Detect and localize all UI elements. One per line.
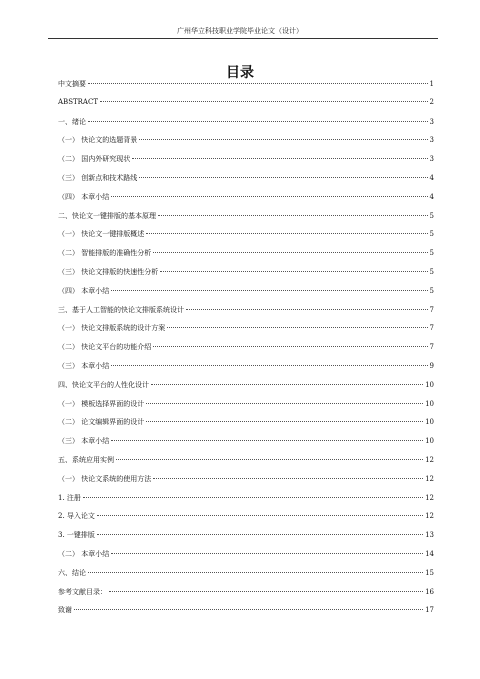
toc-page-number: 3: [429, 117, 434, 126]
toc-entry[interactable]: [58, 79, 434, 98]
toc-leader-dots: [88, 572, 423, 573]
toc-leader-dots: [158, 215, 428, 216]
toc-list: [58, 79, 434, 624]
toc-entry[interactable]: [58, 248, 434, 267]
toc-page-number: 17: [425, 606, 434, 615]
toc-leader-dots: [146, 233, 427, 234]
toc-entry[interactable]: [58, 211, 434, 230]
toc-page-number: 5: [429, 267, 434, 276]
toc-entry[interactable]: [58, 587, 434, 606]
toc-page-number: 7: [429, 324, 434, 333]
toc-entry[interactable]: [58, 399, 434, 418]
toc-entry-label: （二） 快论文平台的功能介绍: [58, 343, 152, 352]
toc-entry-label: 一、绪论: [58, 117, 86, 126]
toc-entry-label: （二） 智能排版的准确性分析: [58, 249, 152, 258]
toc-page-number: 12: [425, 512, 434, 521]
toc-entry[interactable]: [58, 493, 434, 512]
toc-leader-dots: [88, 83, 428, 84]
toc-page-number: 15: [425, 568, 434, 577]
toc-leader-dots: [97, 515, 423, 516]
toc-entry-label: （二） 本章小结: [58, 549, 110, 558]
toc-leader-dots: [83, 497, 423, 498]
toc-entry-label: 二、快论文一键排版的基本原理: [58, 211, 156, 220]
toc-leader-dots: [100, 101, 428, 102]
toc-entry-label: （一） 快论文排版系统的设计方案: [58, 324, 166, 333]
toc-entry-label: 参考文献目录：: [58, 587, 107, 596]
page-header: 广州华立科技职业学院毕业论文（设计）: [177, 27, 303, 35]
toc-entry-label: （二） 国内外研究现状: [58, 155, 131, 164]
toc-page-number: 5: [429, 230, 434, 239]
toc-entry[interactable]: [58, 342, 434, 361]
toc-leader-dots: [111, 440, 423, 441]
toc-entry[interactable]: [58, 455, 434, 474]
toc-leader-dots: [186, 309, 428, 310]
toc-entry[interactable]: [58, 117, 434, 136]
toc-leader-dots: [139, 139, 427, 140]
toc-page-number: 5: [429, 211, 434, 220]
toc-leader-dots: [146, 421, 423, 422]
toc-leader-dots: [153, 252, 427, 253]
toc-leader-dots: [146, 403, 423, 404]
toc-entry[interactable]: [58, 323, 434, 342]
toc-entry-label: （三） 本章小结: [58, 437, 110, 446]
toc-entry[interactable]: [58, 286, 434, 305]
toc-entry[interactable]: [58, 568, 434, 587]
toc-leader-dots: [109, 591, 423, 592]
toc-leader-dots: [116, 459, 423, 460]
toc-entry[interactable]: [58, 192, 434, 211]
toc-entry[interactable]: [58, 229, 434, 248]
toc-entry-label: 致谢: [58, 606, 72, 615]
toc-leader-dots: [111, 553, 423, 554]
toc-entry-label: 3. 一键排版: [58, 531, 95, 540]
toc-entry-label: （三） 快论文排版的快速性分析: [58, 267, 159, 276]
toc-page-number: 4: [429, 173, 434, 182]
toc-leader-dots: [151, 384, 423, 385]
toc-entry[interactable]: [58, 436, 434, 455]
toc-leader-dots: [74, 609, 423, 610]
toc-page-number: 12: [425, 455, 434, 464]
toc-page-number: 14: [425, 549, 434, 558]
toc-leader-dots: [153, 346, 427, 347]
toc-leader-dots: [139, 177, 427, 178]
toc-leader-dots: [160, 271, 427, 272]
toc-entry-label: 中文摘要: [58, 80, 86, 88]
toc-entry[interactable]: [58, 417, 434, 436]
toc-entry-label: （一） 快论文的选题背景: [58, 136, 138, 145]
toc-entry[interactable]: [58, 173, 434, 192]
header-rule: [48, 38, 438, 39]
toc-entry-label: 五、系统应用实例: [58, 455, 114, 464]
toc-entry-label: （四） 本章小结: [58, 286, 110, 295]
toc-entry-label: 四、快论文平台的人性化设计: [58, 380, 149, 389]
toc-page-number: 10: [425, 380, 434, 389]
toc-entry[interactable]: [58, 361, 434, 380]
toc-page-number: 9: [429, 361, 434, 370]
toc-page-number: 16: [425, 587, 434, 596]
toc-entry[interactable]: [58, 474, 434, 493]
toc-title: 目录: [226, 65, 254, 81]
toc-leader-dots: [97, 534, 423, 535]
toc-entry-label: （三） 本章小结: [58, 361, 110, 370]
toc-entry[interactable]: [58, 549, 434, 568]
toc-page-number: 13: [425, 531, 434, 540]
toc-leader-dots: [132, 158, 427, 159]
toc-entry-label: （一） 模板选择界面的设计: [58, 399, 145, 408]
toc-page-number: 10: [425, 418, 434, 427]
toc-leader-dots: [111, 290, 427, 291]
toc-page-number: 4: [429, 192, 434, 201]
toc-page-number: 3: [429, 136, 434, 145]
toc-entry-label: （四） 本章小结: [58, 192, 110, 201]
toc-entry-label: 六、结论: [58, 568, 86, 577]
toc-page-number: 10: [425, 437, 434, 446]
toc-entry-label: （一） 快论文一键排版概述: [58, 230, 145, 239]
toc-page-number: 12: [425, 493, 434, 502]
toc-page-number: 10: [425, 399, 434, 408]
toc-entry-label: ABSTRACT: [58, 97, 99, 106]
toc-entry[interactable]: [58, 511, 434, 530]
toc-page-number: 7: [429, 305, 434, 314]
toc-page-number: 2: [429, 97, 434, 106]
toc-entry[interactable]: [58, 605, 434, 624]
toc-entry[interactable]: [58, 154, 434, 173]
toc-entry-label: （二） 论文编辑界面的设计: [58, 418, 145, 427]
toc-entry[interactable]: [58, 135, 434, 154]
toc-entry[interactable]: [58, 98, 434, 117]
toc-entry-label: 三、基于人工智能的快论文排版系统设计: [58, 305, 184, 314]
toc-leader-dots: [88, 121, 428, 122]
toc-leader-dots: [167, 327, 427, 328]
toc-page-number: 3: [429, 155, 434, 164]
toc-entry[interactable]: [58, 380, 434, 399]
toc-entry-label: 2. 导入论文: [58, 512, 95, 521]
toc-leader-dots: [111, 196, 427, 197]
toc-entry-label: 1. 注册: [58, 493, 81, 502]
toc-entry[interactable]: [58, 267, 434, 286]
toc-page-number: 5: [429, 249, 434, 258]
toc-page-number: 1: [429, 80, 434, 88]
toc-page-number: 7: [429, 343, 434, 352]
toc-page-number: 12: [425, 474, 434, 483]
toc-leader-dots: [111, 365, 427, 366]
toc-entry[interactable]: [58, 530, 434, 549]
toc-entry-label: （一） 快论文系统的使用方法: [58, 474, 152, 483]
toc-leader-dots: [153, 478, 423, 479]
toc-page-number: 5: [429, 286, 434, 295]
toc-entry[interactable]: [58, 305, 434, 324]
toc-entry-label: （三） 创新点和技术路线: [58, 173, 138, 182]
